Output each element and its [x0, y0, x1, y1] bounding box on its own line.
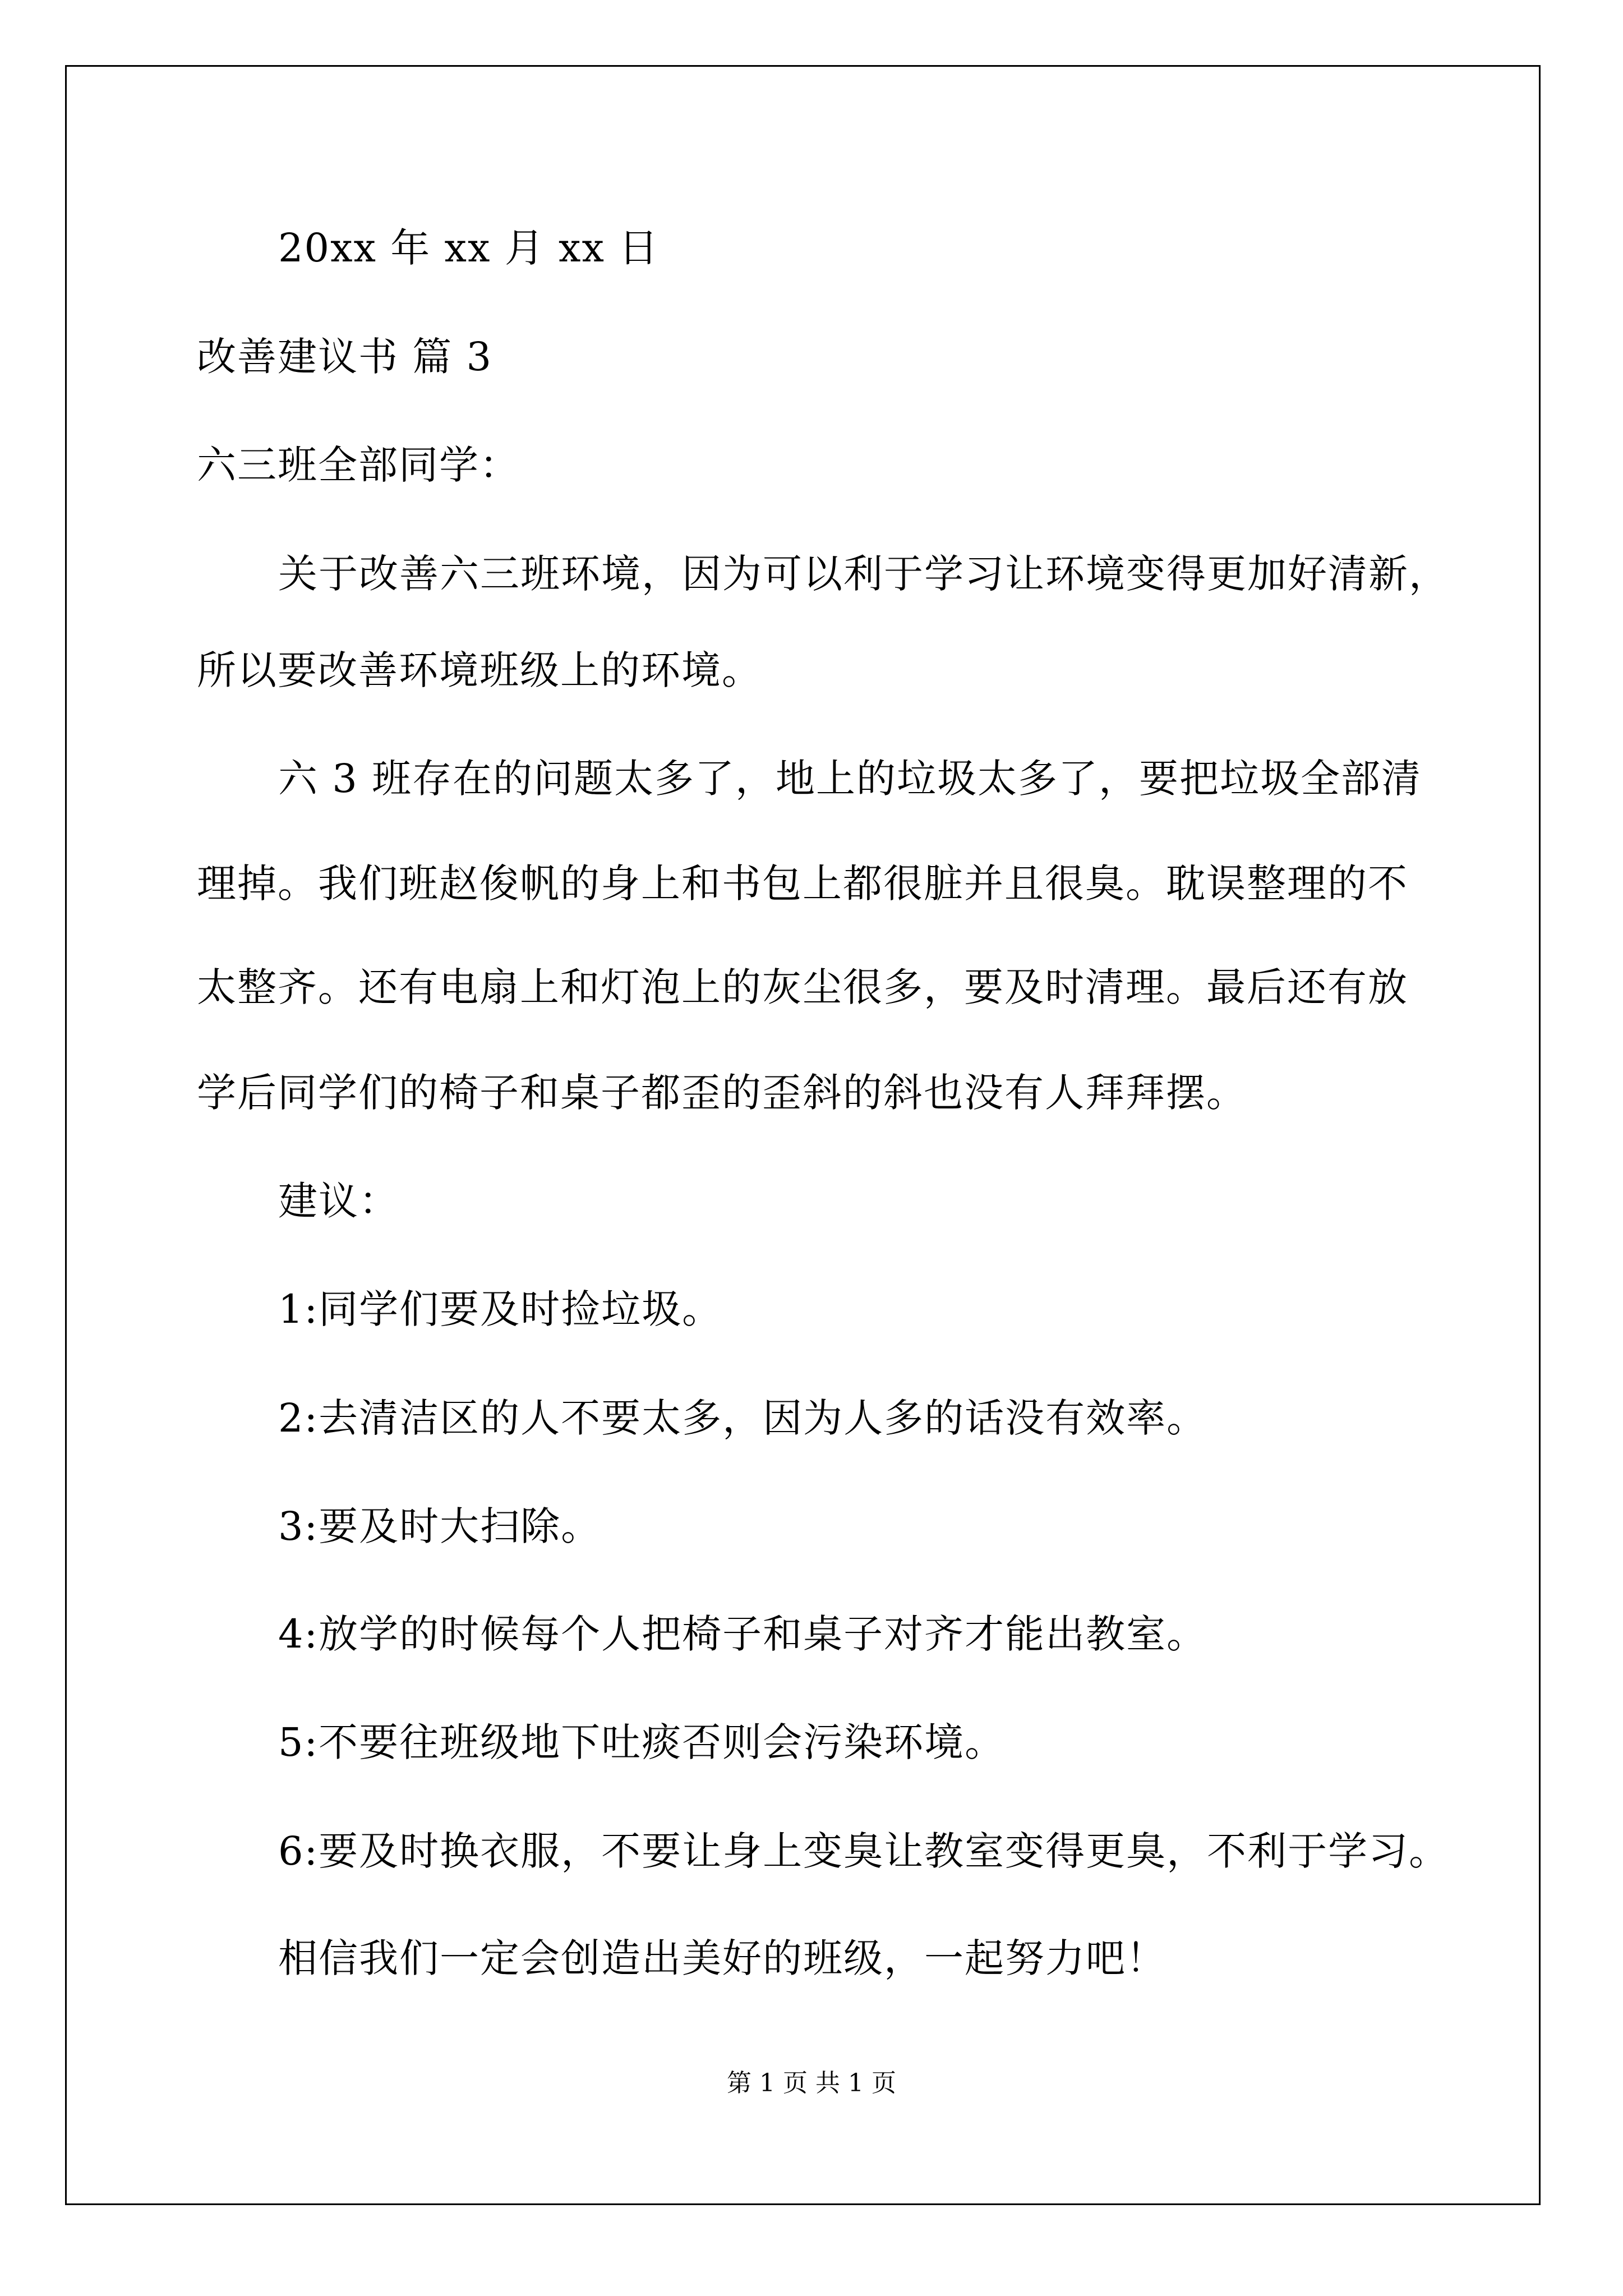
page-border	[65, 65, 1541, 2205]
suggestion-item-6: 6:要及时换衣服，不要让身上变臭让教室变得更臭，不利于学习。	[278, 1828, 1450, 1874]
page-number-footer: 第 1 页 共 1 页	[727, 2069, 896, 2097]
suggestions-heading: 建议：	[278, 1178, 399, 1224]
salutation: 六三班全部同学：	[197, 442, 520, 488]
suggestion-item-1: 1:同学们要及时捡垃圾。	[278, 1286, 723, 1332]
suggestion-item-2: 2:去清洁区的人不要太多，因为人多的话没有效率。	[278, 1395, 1207, 1441]
problems-line-4: 学后同学们的椅子和桌子都歪的歪斜的斜也没有人拜拜摆。	[197, 1070, 1247, 1116]
document-date: 20xx 年 xx 月 xx 日	[278, 225, 660, 271]
problems-line-3: 太整齐。还有电扇上和灯泡上的灰尘很多，要及时清理。最后还有放	[197, 964, 1408, 1010]
problems-line-1: 六 3 班存在的问题太多了，地上的垃圾太多了，要把垃圾全部清	[278, 756, 1422, 802]
problems-line-2: 理掉。我们班赵俊帆的身上和书包上都很脏并且很臭。耽误整理的不	[197, 861, 1408, 907]
closing-line: 相信我们一定会创造出美好的班级，一起努力吧！	[278, 1935, 1166, 1981]
suggestion-item-3: 3:要及时大扫除。	[278, 1503, 602, 1549]
intro-line-1: 关于改善六三班环境，因为可以利于学习让环境变得更加好清新，	[278, 551, 1449, 597]
suggestion-item-4: 4:放学的时候每个人把椅子和桌子对齐才能出教室。	[278, 1611, 1207, 1657]
intro-line-2: 所以要改善环境班级上的环境。	[197, 647, 762, 693]
section-title: 改善建议书 篇 3	[197, 334, 493, 380]
suggestion-item-5: 5:不要往班级地下吐痰否则会污染环境。	[278, 1719, 1006, 1765]
